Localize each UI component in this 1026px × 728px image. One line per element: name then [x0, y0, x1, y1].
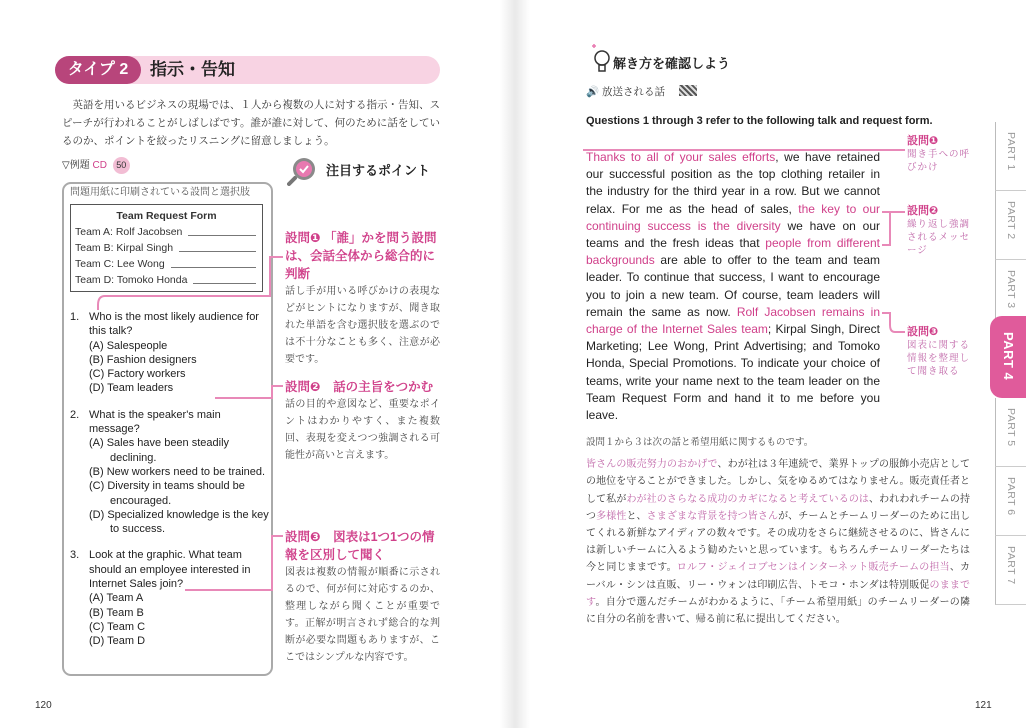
highlighted-phrase: the key to our continuing success is the diversity: [586, 201, 880, 233]
side-note-body: 図表に関する情報を整理して聞き取る: [907, 340, 971, 377]
text-segment: ; Kirpal Singh, Direct Marketing; Lee Wong, Print Advertising; and Tomoko Honda, Special Promotions. To indicate your choice of teams, write your name next to the team leader on the Team Request Form and hand it to me before you leave.: [586, 322, 880, 423]
note-heading: 設問❷ 話の主旨をつかむ: [285, 380, 434, 394]
uk-flag-icon: [679, 85, 697, 96]
blank-line: [171, 256, 256, 268]
example-label: ▽例題: [62, 160, 90, 171]
text-segment: join?: [156, 578, 184, 591]
tab-label: PART 1: [1005, 132, 1017, 171]
side-note-heading: 設問❸: [907, 326, 939, 338]
form-row-label: Team A: Rolf Jacobsen: [75, 226, 183, 238]
text-segment: 。自分で選んだチームがわかるように、「チーム希望用紙」のチームリーダーの隣に自分の名前を書いて、帰る前に私に提出してください。: [586, 596, 971, 626]
text-segment: What is the speaker's: [89, 408, 197, 421]
question-2: [70, 408, 270, 537]
side-note-body: 繰り返し強調されるメッセージ: [907, 219, 971, 256]
highlighted-phrase: さまざまな背景を持つ皆さん: [646, 510, 779, 522]
answer-option: (C) Factory workers: [89, 368, 186, 381]
tab-part-5[interactable]: [995, 398, 1026, 467]
tab-part-6[interactable]: [995, 467, 1026, 536]
text-segment: と、: [626, 510, 647, 522]
form-row-label: Team B: Kirpal Singh: [75, 242, 174, 254]
audio-label-row: [586, 84, 697, 99]
tab-label: PART 2: [1005, 201, 1017, 240]
note-question-1: [285, 229, 440, 378]
note-question-2: [285, 378, 440, 528]
text-segment: we have on our teams and the fresh ideas that: [586, 218, 881, 251]
page-number-right: 121: [975, 700, 992, 711]
form-title: Team Request Form: [116, 210, 217, 222]
form-row: [75, 272, 258, 288]
question-number: 1.: [70, 311, 80, 323]
section-title: 解き方を確認しよう: [613, 56, 731, 71]
answer-option: (A) Salespeople: [89, 339, 168, 352]
side-note-body: 聞き手への呼びかけ: [907, 149, 971, 173]
intro-text: 英語を用いるビジネスの現場では、１人から複数の人に対する指示・告知、スピーチが行われることがしばしばです。誰が誰に対して、何のために話をしているのか、ポイントを絞ったリスニングに留意しましょう。: [62, 99, 440, 147]
answer-option: (C) Team C: [89, 620, 146, 633]
form-row: [75, 240, 258, 256]
tab-part-4[interactable]: [990, 316, 1026, 398]
translation-caption: 設問１から３は次の話と希望用紙に関するものです。: [586, 437, 814, 449]
magnifier-check-icon: [287, 156, 317, 186]
highlighted-phrase: 多様性: [596, 510, 627, 522]
note-heading: 設問❶ 「誰」かを問う設問は、会話全体から総合的に判断: [285, 231, 437, 281]
blank-line: [188, 224, 256, 236]
question-list: [70, 310, 270, 661]
question-stem: [89, 548, 270, 591]
type-tag: タイプ 2: [55, 56, 141, 84]
highlighted-phrase: Internet Sales: [89, 578, 157, 591]
question-1: [70, 310, 270, 396]
highlighted-phrase: のままです: [586, 579, 970, 608]
answer-option: (A) Team A: [89, 592, 144, 605]
text-segment: が、チームとチームリーダーのために出してくれる新鮮なアイディアの数々です。その成功をさらに継続させるのに、皆さんには新しいチームに入るよう勧めたいと思っています。もちろんチームリーダーたちは今と同じままです。: [586, 510, 971, 574]
question-3: [70, 548, 270, 648]
highlighted-phrase: わが社のさらなる成功のカギになると考えているのは: [626, 493, 870, 505]
side-note-1: [907, 134, 979, 174]
points-notes: [285, 229, 440, 672]
highlighted-phrase: 皆さんの販売努力のおかげで: [586, 459, 718, 471]
text-segment: 、わが社は３年連続で、業界トップの服飾小売店としての地位を守ることができました。しかし、気をゆるめてはなりません。販売責任者として私が: [586, 459, 970, 505]
side-note-heading: 設問❶: [907, 135, 939, 147]
side-note-3: [907, 325, 979, 378]
audio-label: 🔊 放送される話: [586, 86, 665, 98]
cd-track-number: 50: [113, 157, 130, 174]
note-body: 図表は複数の情報が順番に示されるので、何が何に対応するのか、整理しながら聞くことが重要です。正解が明言されず総合的な判断が必要な問題もありますが、ここではシンプルな内容です。: [285, 567, 440, 663]
note-heading: 設問❸ 図表は1つ1つの情報を区別して聞く: [285, 530, 435, 562]
answer-option: (D) Team D: [89, 635, 146, 648]
tab-label: PART 3: [1005, 270, 1017, 309]
points-title: 注目するポイント: [326, 163, 431, 178]
form-row: [75, 256, 258, 272]
page-title: 指示・告知: [150, 60, 235, 79]
question-number: 2.: [70, 408, 80, 421]
note-body: 話の目的や意図など、重要なポイントはわかりやすく、また複数回、表現を変えつつ強調される可能性が高いと言えます。: [285, 399, 440, 461]
text-segment: 、われわれチームの持つ: [586, 493, 971, 522]
side-note-2: [907, 204, 979, 257]
answer-option: (B) Fashion designers: [89, 353, 197, 366]
example-cd-label: [62, 157, 130, 174]
answer-option: (D) Team leaders: [89, 382, 174, 395]
highlighted-phrase: Who: [89, 311, 112, 323]
text-segment: is the most likely audience for this talk?: [89, 311, 259, 338]
form-row-label: Team C: Lee Wong: [75, 258, 165, 270]
tab-label: PART 7: [1005, 546, 1017, 585]
form-row-label: Team D: Tomoko Honda: [75, 274, 188, 286]
question-number: 3.: [70, 549, 80, 562]
answer-option: (C) Diversity in teams should be encouraged.: [89, 480, 245, 507]
team-request-form: [70, 204, 263, 292]
tab-label: PART 6: [1005, 477, 1017, 516]
form-row: [75, 224, 258, 240]
lightbulb-icon: [590, 44, 612, 74]
question-box-caption: 問題用紙に印刷されている設問と選択肢: [70, 187, 250, 198]
highlighted-phrase: main message: [89, 408, 221, 436]
page-number-left: 120: [35, 700, 52, 711]
book-gutter: [500, 0, 530, 728]
answer-option: (D) Specialized knowledge is the key to success.: [89, 508, 269, 536]
tab-part-2[interactable]: [995, 191, 1026, 260]
highlighted-phrase: Thanks to all of your sales efforts: [586, 150, 776, 164]
text-segment: ?: [133, 423, 140, 436]
answer-option: (B) Team B: [89, 606, 144, 619]
highlighted-phrase: Rolf Jacobsen remains in charge of the Internet Sales team: [586, 304, 881, 337]
answer-option: (B) New workers need to be trained.: [89, 465, 266, 478]
note-body: 話し手が用いる呼びかけの表現などがヒントになりますが、聞き取れた単語を含む選択肢を選ぶのでは不十分なことも多く、注意が必要です。: [285, 286, 440, 365]
question-stem: [89, 310, 270, 339]
highlighted-phrase: people from different backgrounds: [586, 236, 880, 268]
highlighted-phrase: ロルフ・ジェイコブセンはインターネット販売チームの担当: [676, 562, 950, 574]
blank-line: [179, 240, 256, 252]
text-segment: 、カーバル・シンは直販、リー・ウォンは印刷広告、トモコ・ホンダは特別販促: [586, 562, 971, 591]
translation-text: [586, 456, 970, 628]
cd-label: CD: [92, 160, 107, 171]
text-segment: are able to offer to the team and team leader. To continue that success, I want to encourage you to join a new team. Of course, team leaders will remain the same as now.: [586, 253, 880, 319]
text-segment: , we have retained our successful position as the top clothing retailer in the industry for the third year in a row. But we cannot relax. For me as the head of sales,: [586, 150, 881, 216]
side-note-heading: 設問❷: [907, 205, 939, 217]
tab-label: PART 4: [1001, 332, 1016, 381]
talk-passage: [586, 149, 880, 424]
blank-line: [193, 272, 256, 284]
tab-part-1[interactable]: [995, 122, 1026, 191]
questions-heading: Questions 1 through 3 refer to the following talk and request form.: [586, 115, 933, 127]
tab-part-7[interactable]: [995, 536, 1026, 605]
text-segment: Look at the graphic. What team should an employee interested in: [89, 549, 251, 576]
answer-option: (A) Sales have been steadily declining.: [89, 437, 230, 464]
tab-label: PART 5: [1005, 408, 1017, 447]
note-question-3: [285, 528, 440, 672]
question-stem: [89, 408, 270, 437]
